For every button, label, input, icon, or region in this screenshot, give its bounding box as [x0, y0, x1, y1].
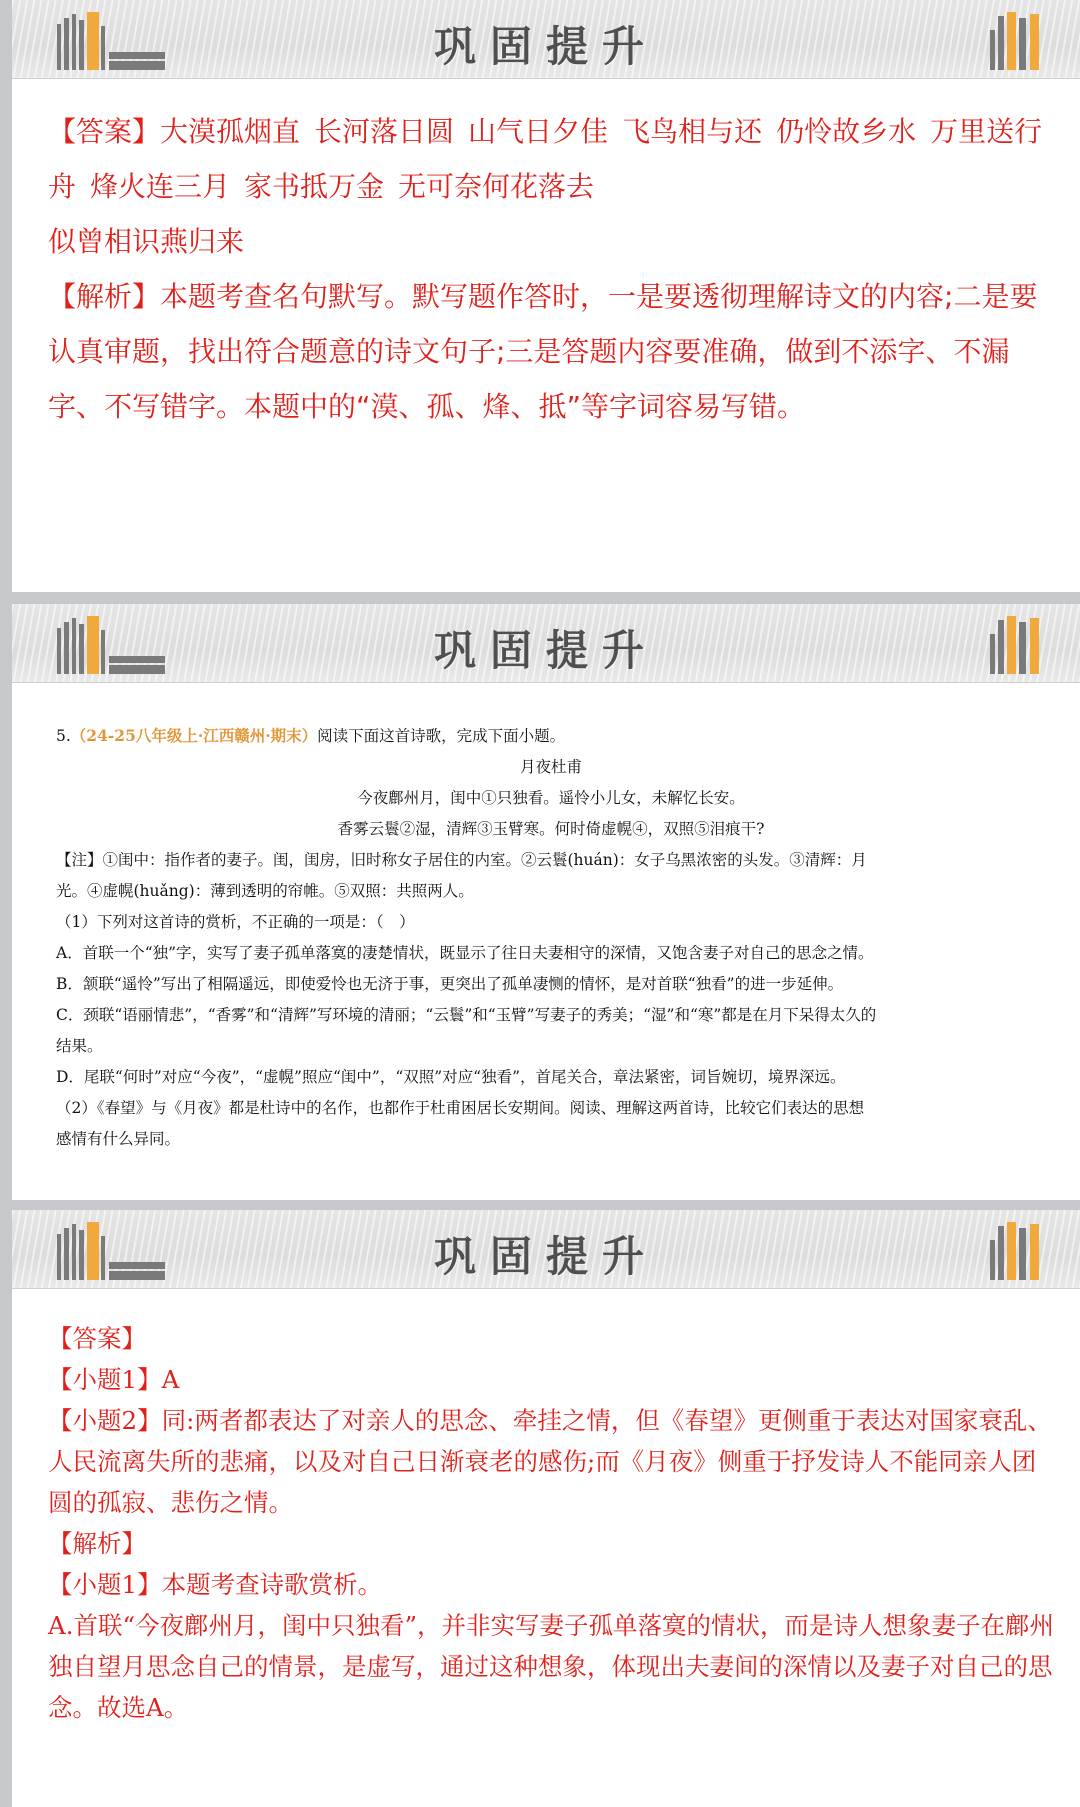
q1-analysis-head: 【小题1】本题考查诗歌赏析。	[48, 1570, 383, 1599]
answer-label: 【答案】	[48, 115, 161, 148]
q1-answer: 【小题1】A	[48, 1365, 180, 1394]
q1-analysis-text: A.首联“今夜鄜州月，闺中只独看”，并非实写妻子孤单落寞的情状，而是诗人想象妻子在鄜州独自望月思念自己的情景，是虚写，通过这种想象，体现出夫妻间的深情以及妻子对自己的思念。故选A。	[48, 1611, 1055, 1722]
bookshelf-icon	[990, 1220, 1050, 1282]
note-line: 光。④虚幌(huǎng)：薄到透明的帘帷。⑤双照：共照两人。	[56, 882, 474, 900]
slide-banner	[12, 0, 1080, 79]
answer-item: 似曾相识燕归来	[48, 225, 245, 258]
analysis-label: 【解析】	[48, 280, 161, 313]
option-d: D．尾联“何时”对应“今夜”，“虚幌”照应“闺中”，“双照”对应“独看”，首尾关合，章法紧密，词旨婉切，境界深远。	[56, 1068, 846, 1086]
answer-item: 万里送行舟	[48, 115, 1043, 203]
sub-question-1: （1）下列对这首诗的赏析，不正确的一项是：（ ）	[56, 913, 415, 931]
q2-answer: 【小题2】同:两者都表达了对亲人的思念、牵挂之情，但《春望》更侧重于表达对国家衰乱、人民流离失所的悲痛，以及对自己日渐衰老的感伤;而《月夜》侧重于抒发诗人不能同亲人团圆的孤寂、悲伤之情。	[48, 1406, 1052, 1517]
question-block	[56, 720, 1046, 1155]
answer-item: 仍怜故乡水	[776, 115, 917, 148]
question-source: （24-25八年级上·江西赣州·期末）	[70, 726, 318, 745]
option-c-cont: 结果。	[56, 1037, 103, 1055]
slide-answer-2	[12, 1210, 1080, 1807]
analysis-label: 【解析】	[48, 1529, 146, 1558]
slide-banner	[12, 1210, 1080, 1289]
sub-question-2-cont: 感情有什么异同。	[56, 1130, 181, 1148]
banner-title: 巩固提升	[433, 1232, 658, 1281]
note-line: 【注】①闺中：指作者的妻子。闺，闺房，旧时称女子居住的内室。②云鬟(huán)：女子乌黑浓密的头发。③清辉：月	[56, 851, 867, 869]
question-number: 5.	[56, 727, 71, 745]
option-a: A．首联一个“独”字，实写了妻子孤单落寞的凄楚情状，既显示了往日夫妻相守的深情，又饱含妻子对自己的思念之情。	[56, 944, 874, 962]
answer-item: 无可奈何花落去	[398, 170, 595, 203]
answer-item: 家书抵万金	[244, 170, 385, 203]
option-b: B．颔联“遥怜”写出了相隔遥远，即使爱怜也无济于事，更突出了孤单凄恻的情怀，是对首联“独看”的进一步延伸。	[56, 975, 844, 993]
answer-block	[48, 104, 1048, 434]
answer-item: 山气日夕佳	[468, 115, 609, 148]
answer-item: 长河落日圆	[314, 115, 455, 148]
answer-item: 飞鸟相与还	[622, 115, 763, 148]
question-intro: 阅读下面这首诗歌，完成下面小题。	[317, 727, 566, 745]
sub-question-2: （2）《春望》与《月夜》都是杜诗中的名作，也都作于杜甫困居长安期间。阅读、理解这两首诗，比较它们表达的思想	[56, 1099, 865, 1117]
slide-question	[12, 604, 1080, 1200]
banner-title: 巩固提升	[433, 22, 658, 71]
answer-label: 【答案】	[48, 1324, 146, 1353]
poem-line: 香雾云鬟②湿，清辉③玉臂寒。何时倚虚幌④，双照⑤泪痕干?	[337, 820, 765, 838]
slide-answer-1	[12, 0, 1080, 592]
poem-line: 今夜鄜州月，闺中①只独看。遥怜小儿女，未解忆长安。	[357, 789, 745, 807]
bookshelf-icon	[990, 614, 1050, 676]
bookshelf-icon	[990, 10, 1050, 72]
question-header	[56, 720, 1046, 752]
banner-title: 巩固提升	[433, 626, 658, 675]
option-c: C．颈联“语丽情悲”，“香雾”和“清辉”写环境的清丽；“云鬟”和“玉臂”写妻子的秀美；“湿”和“寒”都是在月下呆得太久的	[56, 1006, 877, 1024]
answer-item: 大漠孤烟直	[160, 115, 301, 148]
analysis-text: 本题考查名句默写。默写题作答时，一是要透彻理解诗文的内容;二是要认真审题，找出符合题意的诗文句子;三是答题内容要准确，做到不添字、不漏字、不写错字。本题中的“漠、孤、烽、抵”等字词容易写错。	[48, 280, 1038, 423]
poem-title: 月夜杜甫	[519, 758, 582, 776]
answer-analysis-block	[48, 1318, 1058, 1728]
answer-item: 烽火连三月	[90, 170, 231, 203]
slide-banner	[12, 604, 1080, 683]
